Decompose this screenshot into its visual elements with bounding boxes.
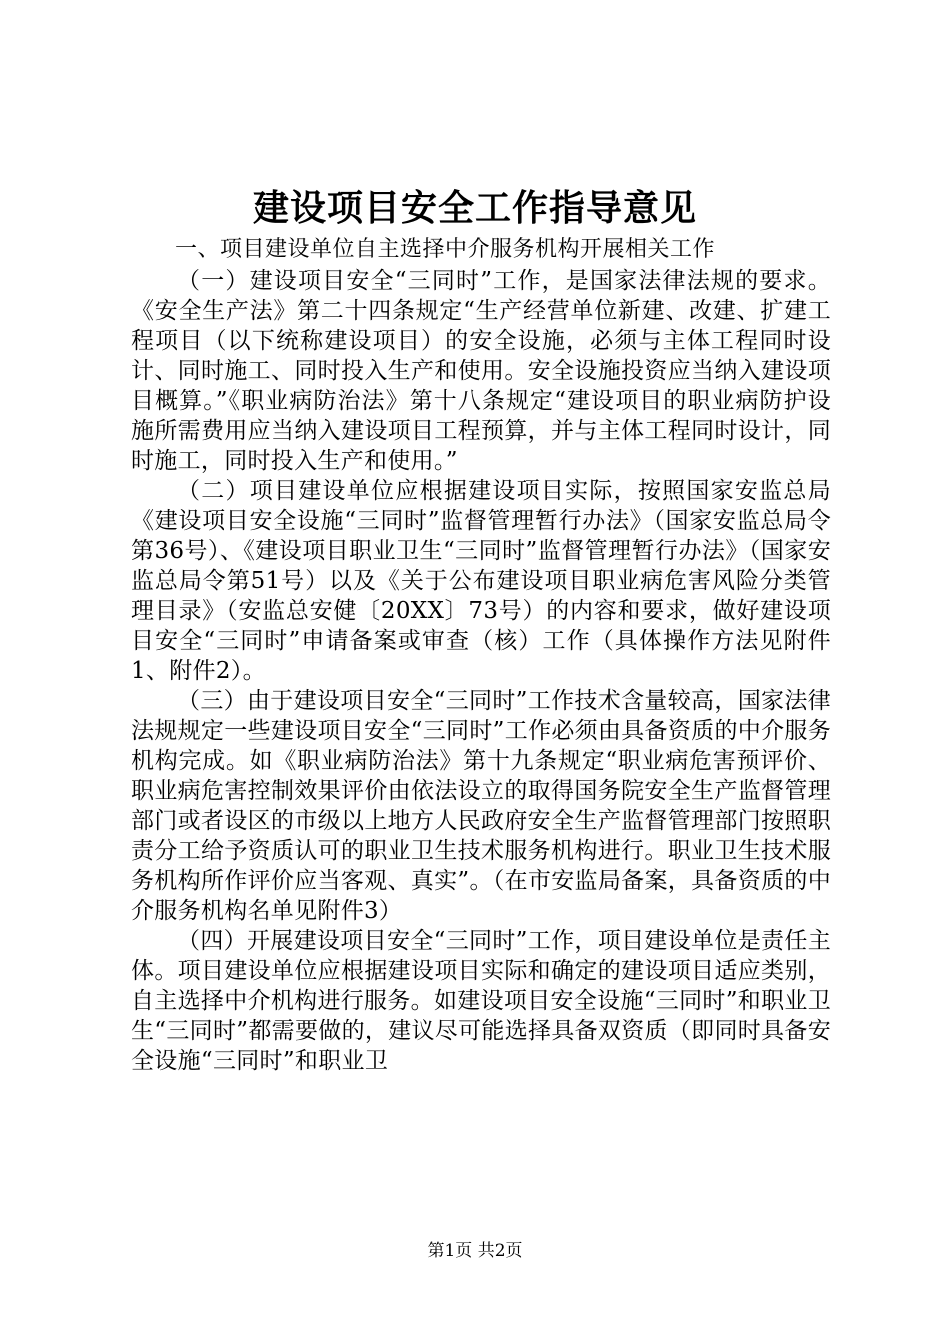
paragraph-1: （一）建设项目安全“三同时”工作，是国家法律法规的要求。《安全生产法》第二十四条规定“生产经营单位新建、改建、扩建工程项目（以下统称建设项目）的安全设施，必须与主体工程同时设计、同时施工、同时投入生产和使用。安全设施投资应当纳入建设项目概算。”《职业病防治法》第十八条规定“建设项目的职业病防护设施所需费用应当纳入建设项目工程预算，并与主体工程同时设计，同时施工，同时投入生产和使用。” [131,268,831,474]
section-heading: 一、项目建设单位自主选择中介服务机构开展相关工作 [175,237,716,262]
document-body [131,234,831,1076]
document-title: 建设项目安全工作指导意见 [252,187,697,229]
page-footer: 第1页 共2页 [427,1241,523,1261]
paragraph-3: （三）由于建设项目安全“三同时”工作技术含量较高，国家法律法规规定一些建设项目安全“三同时”工作必须由具备资质的中介服务机构完成。如《职业病防治法》第十九条规定“职业病危害预评价、职业病危害控制效果评价由依法设立的取得国务院安全生产监督管理部门或者设区的市级以上地方人民政府安全生产监督管理部门按照职责分工给予资质认可的职业卫生技术服务机构进行。职业卫生技术服务机构所作评价应当客观、真实”。（在市安监局备案，具备资质的中介服务机构名单见附件3） [131,688,831,924]
paragraph-4: （四）开展建设项目安全“三同时”工作，项目建设单位是责任主体。项目建设单位应根据建设项目实际和确定的建设项目适应类别，自主选择中介机构进行服务。如建设项目安全设施“三同时”和职业卫生“三同时”都需要做的，建议尽可能选择具备双资质（即同时具备安全设施“三同时”和职业卫 [131,928,831,1074]
paragraph-2: （二）项目建设单位应根据建设项目实际，按照国家安监总局《建设项目安全设施“三同时”监督管理暂行办法》（国家安监总局令第36号）、《建设项目职业卫生“三同时”监督管理暂行办法》（国家安监总局令第51号）以及《关于公布建设项目职业病危害风险分类管理目录》（安监总安健〔20XX〕73号）的内容和要求，做好建设项目安全“三同时”申请备案或审查（核）工作（具体操作方法见附件1、附件2）。 [131,478,831,684]
